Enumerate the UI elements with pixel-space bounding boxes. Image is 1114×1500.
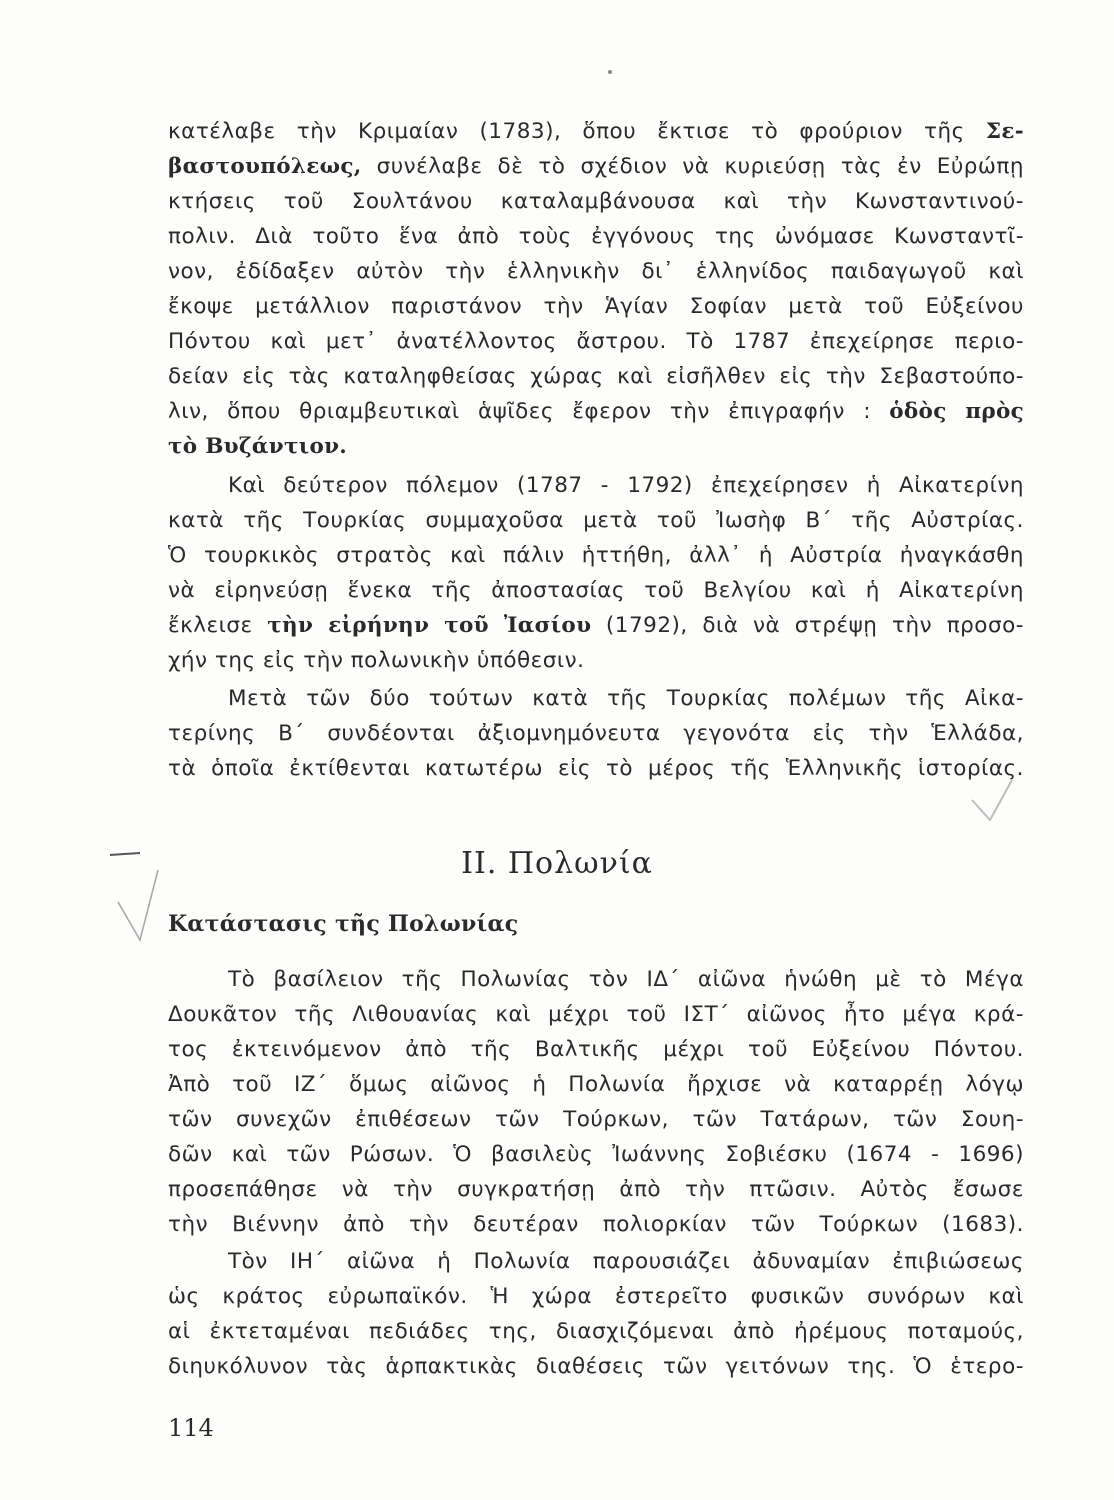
- text-line: ἔκοψε μετάλλιον παριστάνον τὴν Ἁγίαν Σοφίαν μετὰ τοῦ Εὐξείνου: [168, 294, 1024, 319]
- text-line: Μετὰ τῶν δύο τούτων κατὰ τῆς Τουρκίας πολέμων τῆς Αἰκα-: [228, 686, 1024, 711]
- text-line: πολιν. Διὰ τοῦτο ἕνα ἀπὸ τοὺς ἐγγόνους της ὠνόμασε Κωνσταντῖ-: [168, 224, 1024, 249]
- section-title: ΙΙ. Πολωνία: [461, 846, 653, 881]
- text-line: ἔκλεισε τὴν εἰρήνην τοῦ Ἰασίου (1792), διὰ νὰ στρέψῃ τὴν προσο-: [168, 613, 1024, 638]
- ink-dot: [608, 70, 612, 74]
- text-line: Ἀπὸ τοῦ ΙΖ΄ ὅμως αἰῶνος ἡ Πολωνία ἤρχισε νὰ καταρρέῃ λόγῳ: [168, 1072, 1024, 1097]
- text-line: δῶν καὶ τῶν Ρώσων. Ὁ βασιλεὺς Ἰωάννης Σοβιέσκυ (1674 - 1696): [168, 1142, 1024, 1167]
- text-line: Πόντου καὶ μετ᾽ ἀνατέλλοντος ἄστρου. Τὸ 1787 ἐπεχείρησε περιο-: [168, 329, 1024, 354]
- text-line: λιν, ὅπου θριαμβευτικαὶ ἁψῖδες ἔφερον τὴν ἐπιγραφήν : ὁδὸς πρὸς: [168, 399, 1024, 424]
- text-line: Ὁ τουρκικὸς στρατὸς καὶ πάλιν ἡττήθη, ἀλλ᾽ ἡ Αὐστρία ἠναγκάσθη: [168, 543, 1024, 568]
- text-line: κατέλαβε τὴν Κριμαίαν (1783), ὅπου ἔκτισε τὸ φρούριον τῆς Σε-: [168, 119, 1024, 144]
- page-number: 114: [168, 1414, 214, 1442]
- text-line: τὸ Βυζάντιον.: [168, 434, 348, 459]
- text-line: Τὸν ΙΗ΄ αἰῶνα ἡ Πολωνία παρουσιάζει ἀδυναμίαν ἐπιβιώσεως: [228, 1249, 1024, 1274]
- text-line: δείαν εἰς τὰς καταληφθείσας χώρας καὶ εἰσῆλθεν εἰς τὴν Σεβαστούπο-: [168, 364, 1024, 389]
- text-line: αἱ ἐκτεταμέναι πεδιάδες της, διασχιζόμεναι ἀπὸ ἠρέμους ποταμούς,: [168, 1319, 1024, 1344]
- check-mark-icon: [972, 780, 1012, 820]
- text-line: νὰ εἰρηνεύσῃ ἕνεκα τῆς ἀποστασίας τοῦ Βελγίου καὶ ἡ Αἰκατερίνη: [168, 578, 1024, 603]
- text-line: τος ἐκτεινόμενον ἀπὸ τῆς Βαλτικῆς μέχρι τοῦ Εὐξείνου Πόντου.: [168, 1037, 1024, 1062]
- text-line: Δουκᾶτον τῆς Λιθουανίας καὶ μέχρι τοῦ ΙΣΤ΄ αἰῶνος ἦτο μέγα κρά-: [168, 1002, 1024, 1027]
- text-line: τὰ ὁποῖα ἐκτίθενται κατωτέρω εἰς τὸ μέρος τῆς Ἑλληνικῆς ἱστορίας.: [168, 756, 1024, 781]
- text-line: κτήσεις τοῦ Σουλτάνου καταλαμβάνουσα καὶ τὴν Κωνσταντινού-: [168, 189, 1024, 214]
- dash-mark-icon: [110, 853, 140, 855]
- text-line: κατὰ τῆς Τουρκίας συμμαχοῦσα μετὰ τοῦ Ἰωσὴφ Β΄ τῆς Αὐστρίας.: [168, 508, 1024, 533]
- text-line: χήν της εἰς τὴν πολωνικὴν ὑπόθεσιν.: [168, 648, 585, 673]
- subsection-heading: Κατάστασις τῆς Πολωνίας: [168, 911, 519, 937]
- text-line: ὡς κράτος εὐρωπαϊκόν. Ἡ χώρα ἐστερεῖτο φυσικῶν συνόρων καὶ: [168, 1284, 1024, 1309]
- text-line: νον, ἐδίδαξεν αὐτὸν τὴν ἑλληνικὴν δι᾽ ἑλληνίδος παιδαγωγοῦ καὶ: [168, 259, 1024, 284]
- text-line: τῶν συνεχῶν ἐπιθέσεων τῶν Τούρκων, τῶν Τατάρων, τῶν Σουη-: [168, 1107, 1024, 1132]
- text-line: Καὶ δεύτερον πόλεμον (1787 - 1792) ἐπεχείρησεν ἡ Αἰκατερίνη: [228, 473, 1024, 498]
- text-line: τὴν Βιέννην ἀπὸ τὴν δευτέραν πολιορκίαν τῶν Τούρκων (1683).: [168, 1212, 1024, 1237]
- text-line: διηυκόλυνον τὰς ἁρπακτικὰς διαθέσεις τῶν γειτόνων της. Ὁ ἑτερο-: [168, 1354, 1024, 1379]
- text-line: Τὸ βασίλειον τῆς Πολωνίας τὸν ΙΔ΄ αἰῶνα ἡνώθη μὲ τὸ Μέγα: [228, 967, 1024, 992]
- text-line: τερίνης Β΄ συνδέονται ἀξιομνημόνευτα γεγονότα εἰς τὴν Ἑλλάδα,: [168, 721, 1024, 746]
- text-line: προσεπάθησε νὰ τὴν συγκρατήσῃ ἀπὸ τὴν πτῶσιν. Αὐτὸς ἔσωσε: [168, 1177, 1024, 1202]
- text-line: βαστουπόλεως, συνέλαβε δὲ τὸ σχέδιον νὰ κυριεύσῃ τὰς ἐν Εὐρώπῃ: [168, 154, 1024, 179]
- check-mark-icon: [118, 870, 158, 940]
